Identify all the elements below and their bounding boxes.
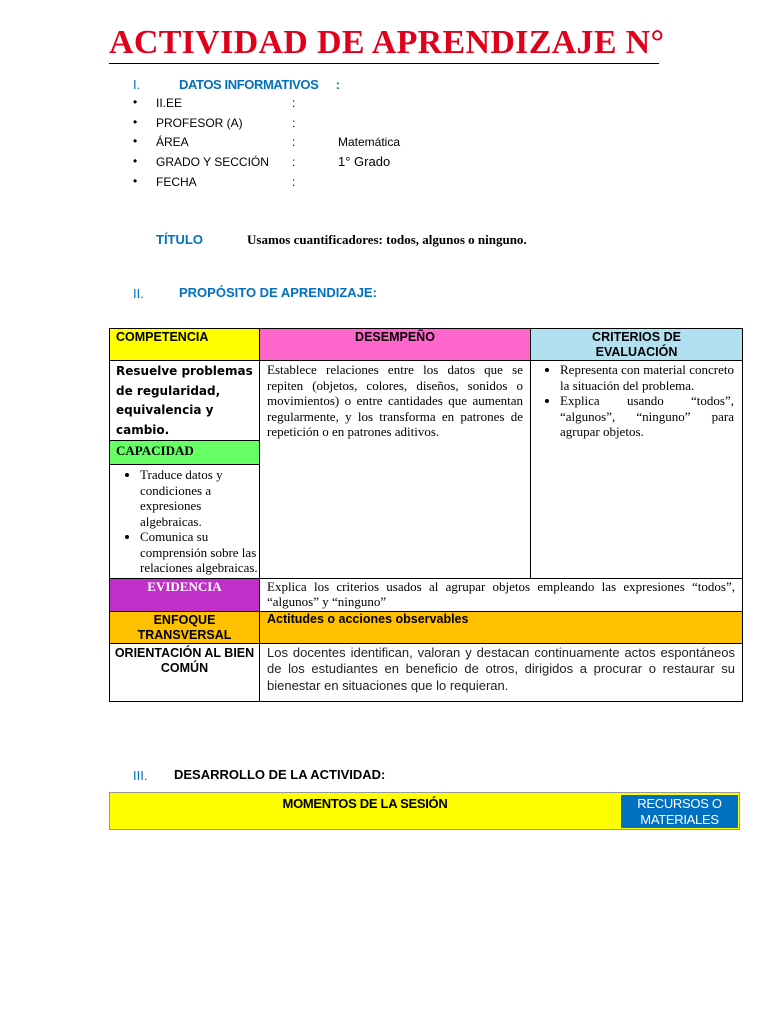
capacidad-item: • Comunica su comprensión sobre las relaciones algebraicas.: [140, 529, 259, 576]
section-1-heading-colon: :: [335, 77, 340, 92]
criterios-header: CRITERIOS DE EVALUACIÓN: [531, 329, 743, 361]
desempeno-header: DESEMPEÑO: [260, 329, 531, 361]
desempeno-text: Establece relaciones entre los datos que se repiten (objetos, colores, diseños, sonidos o movimientos) o entre cantidades que aumentan regularmente, y los transforma en patrones de repetición o en patrones aditivos.: [260, 361, 531, 579]
info-label: GRADO Y SECCIÓN: [156, 155, 269, 169]
info-colon: :: [292, 155, 296, 169]
evidencia-header: EVIDENCIA: [110, 578, 260, 611]
section-1-number: I.: [133, 77, 141, 92]
bullet-icon: •: [133, 115, 138, 129]
info-value: Matemática: [338, 135, 401, 149]
proposito-table: [109, 328, 743, 702]
recursos-header: RECURSOS O MATERIALES: [621, 795, 738, 828]
section-3-number: III.: [133, 768, 148, 783]
info-value: 1° Grado: [338, 154, 391, 169]
info-colon: :: [292, 96, 296, 110]
competencia-text: Resuelve problemas de regularidad, equivalencia y cambio.: [116, 364, 253, 437]
evidencia-text: Explica los criterios usados al agrupar objetos empleando las expresiones “todos”, “algunos” y “ninguno”: [260, 578, 743, 611]
info-label: PROFESOR (A): [156, 116, 243, 130]
bullet-icon: •: [133, 154, 138, 168]
info-label: FECHA: [156, 175, 197, 189]
criterios-cell: [531, 361, 743, 579]
desarrollo-table: [109, 792, 740, 830]
section-1-heading-text: DATOS INFORMATIVOS: [179, 77, 319, 92]
competencia-header: COMPETENCIA: [110, 329, 260, 361]
actitudes-header: Actitudes o acciones observables: [260, 611, 743, 643]
orientacion-header: ORIENTACIÓN AL BIEN COMÚN: [110, 643, 260, 701]
section-2-heading: PROPÓSITO DE APRENDIZAJE:: [179, 285, 377, 300]
section-3-heading: DESARROLLO DE LA ACTIVIDAD:: [174, 767, 386, 782]
info-label: ÁREA: [156, 135, 189, 149]
competencia-cell: [110, 361, 260, 579]
info-colon: :: [292, 135, 296, 149]
capacidad-list: [110, 467, 259, 576]
orientacion-text: Los docentes identifican, valoran y destacan continuamente actos espontáneos de los estudiantes en beneficio de otros, dirigidos a procurar o restaurar su bienestar en situaciones que lo requieran.: [260, 643, 743, 701]
info-label: II.EE: [156, 96, 183, 110]
titulo-label: TÍTULO: [156, 232, 203, 247]
criterio-item: • Representa con material concreto la situación del problema.: [560, 362, 734, 393]
info-colon: :: [292, 116, 296, 130]
section-1-heading: [179, 77, 340, 92]
criterios-list: [531, 362, 742, 440]
title-underline: [109, 63, 659, 64]
info-colon: :: [292, 175, 296, 189]
capacidad-header: CAPACIDAD: [110, 440, 259, 465]
enfoque-header: ENFOQUE TRANSVERSAL: [110, 611, 260, 643]
momentos-header: MOMENTOS DE LA SESIÓN: [110, 793, 620, 829]
document-title: ACTIVIDAD DE APRENDIZAJE N°: [109, 24, 665, 61]
bullet-icon: •: [133, 134, 138, 148]
capacidad-item: • Traduce datos y condiciones a expresiones algebraicas.: [140, 467, 259, 529]
titulo-text: Usamos cuantificadores: todos, algunos o ninguno.: [247, 232, 527, 247]
criterio-item: • Explica usando “todos”, “algunos”, “ninguno” para agrupar objetos.: [560, 393, 734, 440]
section-2-number: II.: [133, 286, 144, 301]
bullet-icon: •: [133, 174, 138, 188]
bullet-icon: •: [133, 95, 138, 109]
